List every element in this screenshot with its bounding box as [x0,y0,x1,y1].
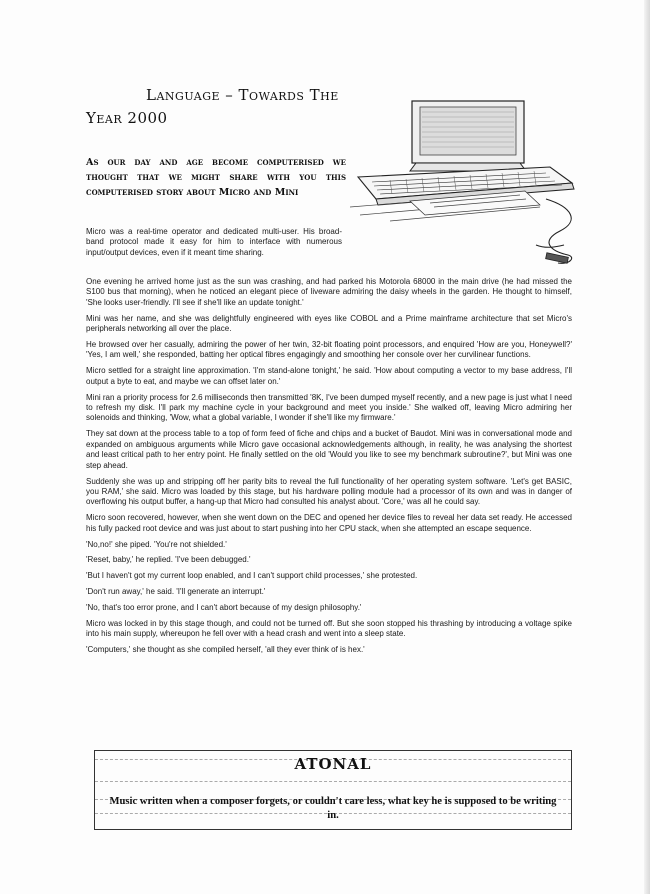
computer-keyboard-monitor-icon [350,95,580,273]
article-paragraph: 'Reset, baby,' he replied. 'I've been debugged.' [86,555,251,565]
article-subtitle: As our day and age become computerised we thought that we might share with you this computerised story about Micro and Mini [86,157,346,198]
article-title-line2: Year 2000 [86,109,168,127]
scan-edge [644,0,650,894]
article-paragraph: They sat down at the process table to a top of form feed of fiche and chips and a bucket of Baudot. Mini was in conversational mode and expanded on ambiguous arguments while Micro gave occasional acknowledgements although, in reality, he was analysing the shortest and least critical path to her entry point. He finally settled on the old 'Would you like to see my benchmark subroutine?', but Mini was one step ahead. [86,429,572,470]
article-paragraph: Micro settled for a straight line approximation. 'I'm stand-alone tonight,' he said. 'How about computing a vector to my base address, I'll output a byte to eat, and maybe we can offset later on.' [86,366,572,386]
article-paragraph: 'No,no!' she piped. 'You're not shielded.' [86,539,227,549]
article-intro: Micro was a real-time operator and dedicated multi-user. His broad-band protocol made it easy for him to interface with numerous input/output devices, even if it meant time sharing. [86,227,342,257]
article-title-line1: Language – Towards The [146,86,339,104]
article-body [86,277,572,661]
article-paragraph: Micro was locked in by this stage though, and could not be turned off. But she soon stopped his thrashing by introducing a voltage spike into his main supply, whereupon he fell over with a head crash and went into a sleep state. [86,619,572,639]
article-paragraph: 'No, that's too error prone, and I can't abort because of my design philosophy.' [86,603,362,613]
article-paragraph: 'But I haven't got my current loop enabled, and I can't support child processes,' she protested. [86,571,418,581]
definition-box [94,750,572,830]
article-paragraph: 'Computers,' she thought as she compiled herself, 'all they ever think of is hex.' [86,645,365,655]
article-paragraph: 'Don't run away,' he said. 'I'll generate an interrupt.' [86,587,266,597]
article-paragraph: One evening he arrived home just as the sun was crashing, and had parked his Motorola 68000 in the main drive (he had missed the S100 bus that morning), when he noticed an elegant piece of liveware admiring the daisy wheels in the garden. He thought to himself, 'She looks user-friendly. I'll see if she'll like an update tonight.' [86,277,572,307]
definition-word: ATONAL [294,755,372,773]
article-paragraph: He browsed over her casually, admiring the power of her twin, 32-bit floating point processors, and enquired 'How are you, Honeywell?' 'Yes, I am well,' she responded, batting her optical fibres engagingly and smoothing her console over her curvilinear functions. [86,340,572,360]
article-paragraph: Mini ran a priority process for 2.6 milliseconds then transmitted '8K, I've been dumped myself recently, and a new page is just what I need to refresh my disk. I'll park my machine cycle in your background and meet you inside.' She walked off, leaving Micro admiring her solenoids and thinking, 'Wow, what a global variable, I wonder if she'll like my firmware.' [86,392,572,423]
article-paragraph: Mini was her name, and she was delightfully engineered with eyes like COBOL and a Prime mainframe architecture that set Micro's peripherals networking all over the place. [86,313,572,334]
article-paragraph: Suddenly she was up and stripping off her parity bits to reveal the full functionality of her operating system software. 'Let's get BASIC, you RAM,' she said. Micro was loaded by this stage, but his hardware polling module had a processor of its own and was in danger of overflowing his output buffer, a hang-up that Micro had consulted his analyst about. 'Core,' was all he could say. [86,476,572,507]
box-rule [95,781,571,782]
article-paragraph: Micro soon recovered, however, when she went down on the DEC and opened her device files to reveal her data set ready. He accessed his fully packed root device and was just about to start pushing into her CPU stack, when she attempted an escape sequence. [86,513,572,533]
definition-text: Music written when a composer forgets, or couldn't care less, what key he is supposed to be writing in. [109,796,557,821]
